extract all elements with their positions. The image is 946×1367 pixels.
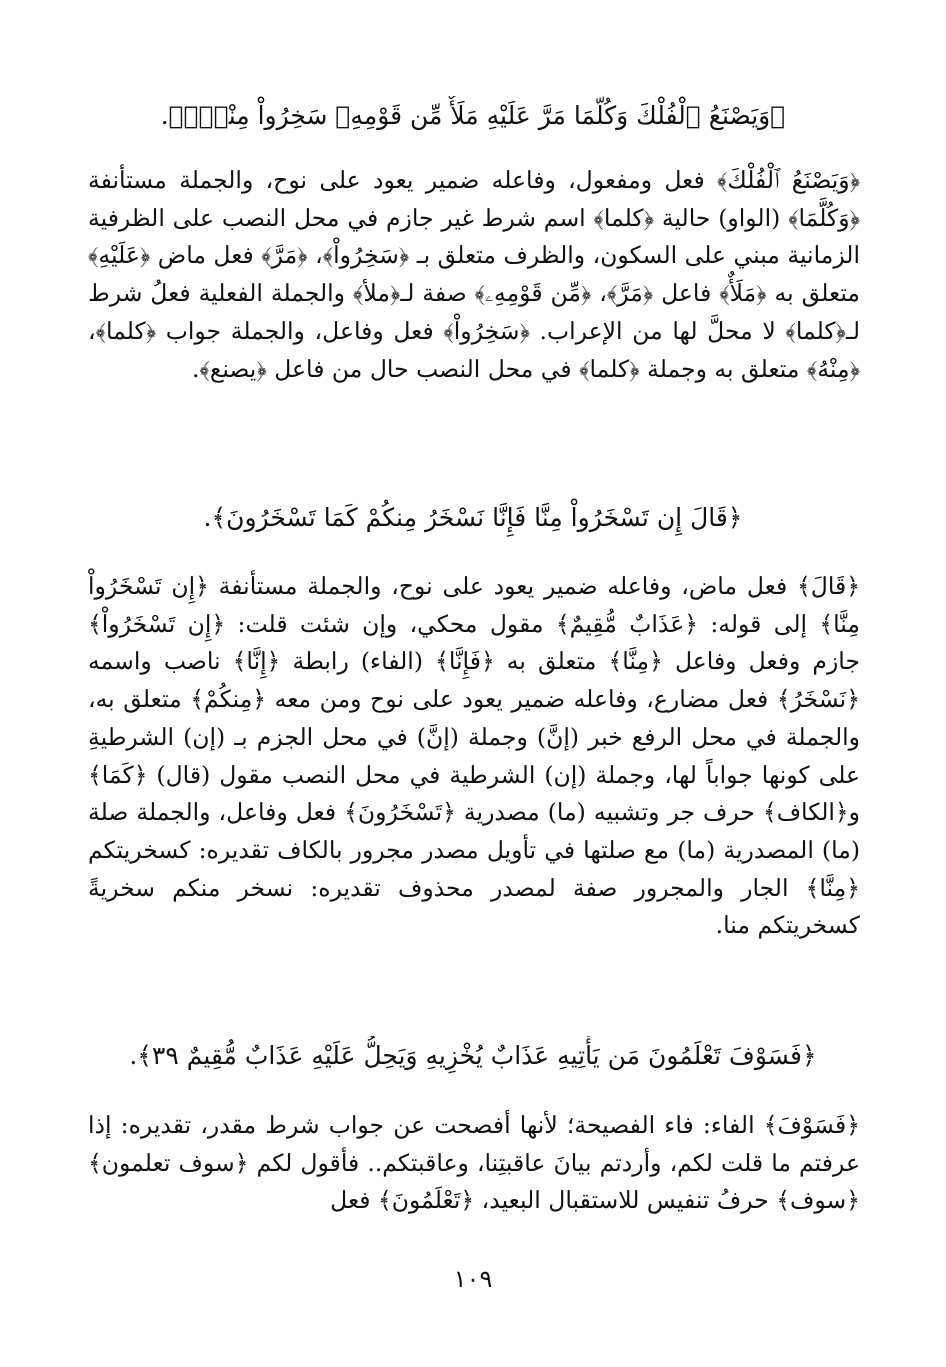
quran-verse: ﴿وَيَصْنَعُ ٱلْفُلْكَ وَكُلَّمَا مَرَّ عَلَيْهِ مَلَأٌ مِّن قَوْمِهِۦ سَخِرُواْ مِنْهُۚ﴾.: [160, 101, 786, 130]
quran-verse: ﴿قَالَ إِن تَسْخَرُواْ مِنَّا فَإِنَّا نَسْخَرُ مِنكُمْ كَمَا تَسْخَرُونَ﴾.: [203, 503, 743, 532]
paragraph-commentary: ﴿قَالَ﴾ فعل ماض، وفاعله ضمير يعود على نوح، والجملة مستأنفة ﴿إِن تَسْخَرُواْ مِنَّا﴾ إلى قوله: ﴿عَذَابٌ مُّقِيمٌ﴾ مقول محكي، وإن شئت قلت: ﴿إِن تَسْخَرُواْ﴾ جازم وفعل وفاعل ﴿مِنَّا﴾ متعلق به ﴿فَإِنَّا﴾ (الفاء) رابطة ﴿إِنَّا﴾ ناصب واسمه ﴿نَسْخَرُ﴾ فعل مضارع، وفاعله ضمير يعود على نوح ومن معه ﴿مِنكُمْ﴾ متعلق به، والجملة في محل الرفع خبر (إنَّ) وجملة (إنَّ) في محل الجزم بـ (إن) الشرطيةِ على كونها جواباً لها، وجملة (إن) الشرطية في محل النصب مقول (قال) ﴿كَمَا﴾ و﴿الكاف﴾ حرف جر وتشبيه (ما) مصدرية ﴿تَسْخَرُونَ﴾ فعل وفاعل، والجملة صلة (ما) المصدرية (ما) مع صلتها في تأويل مصدر مجرور بالكاف تقديره: كسخريتكم ﴿مِنَّا﴾ الجار والمجرور صفة لمصدر محذوف تقديره: نسخر منكم سخريةً كسخريتكم منا.: [88, 572, 860, 940]
page-number: ١٠٩: [453, 1265, 493, 1293]
paragraph-commentary: ﴿فَسَوْفَ﴾ الفاء: فاء الفصيحة؛ لأنها أفصحت عن جواب شرط مقدر، تقديره: إذا عرفتم ما قلت لكم، وأردتم بيانَ عاقبتِنا، وعاقبتكم.. فأقول لكم ﴿سوف تعلمون﴾ ﴿سوف﴾ حرفُ تنفيس للاستقبال البعيد، ﴿تَعْلَمُونَ﴾ فعل: [88, 1111, 860, 1215]
quran-verse: ﴿فَسَوْفَ تَعْلَمُونَ مَن يَأْتِيهِ عَذَابٌ يُخْزِيهِ وَيَحِلُّ عَلَيْهِ عَذَابٌ مُّقِيمٌ ٣٩﴾.: [129, 1041, 817, 1070]
paragraph-commentary: ﴿وَيَصْنَعُ ٱلْفُلْكَ﴾ فعل ومفعول، وفاعله ضمير يعود على نوح، والجملة مستأنفة ﴿وَكُلَّمَا﴾ (الواو) حالية ﴿كلما﴾ اسم شرط غير جازم في محل النصب على الظرفية الزمانية مبني على السكون، والظرف متعلق بـ ﴿سَخِرُواْ﴾، ﴿مَرَّ﴾ فعل ماض ﴿عَلَيْهِ﴾ متعلق به ﴿مَلَأٌ﴾ فاعل ﴿مَرَّ﴾، ﴿مِّن قَوْمِهِۦ﴾ صفة لـ﴿ملأ﴾ والجملة الفعلية فعلُ شرط لـ﴿كلما﴾ لا محلَّ لها من الإعراب. ﴿سَخِرُواْ﴾ فعل وفاعل، والجملة جواب ﴿كلما﴾، ﴿مِنْهُ﴾ متعلق به وجملة ﴿كلما﴾ في محل النصب حال من فاعل ﴿يصنع﴾.: [88, 166, 860, 383]
